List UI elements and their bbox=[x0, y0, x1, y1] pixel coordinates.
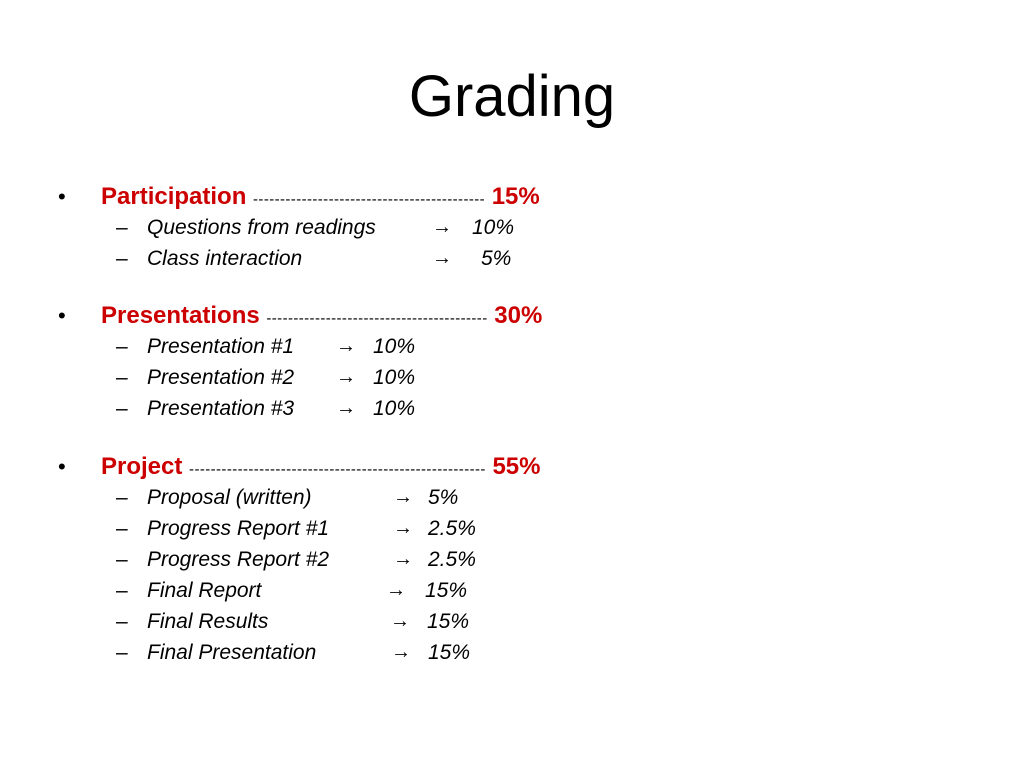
item-value: 5% bbox=[428, 486, 459, 509]
sub-list bbox=[0, 482, 1024, 668]
list-item bbox=[0, 212, 1024, 243]
dash-marker: – bbox=[116, 579, 128, 602]
item-label: Presentation #1 bbox=[147, 335, 295, 358]
list-item bbox=[0, 606, 1024, 637]
item-value: 15% bbox=[428, 641, 471, 664]
item-label: Progress Report #2 bbox=[147, 548, 330, 571]
item-label: Final Report bbox=[147, 579, 262, 602]
leader-dashes: ------------------------------------------------------- bbox=[189, 461, 486, 478]
arrow-right-icon: → bbox=[391, 641, 411, 663]
arrow-right-icon: → bbox=[336, 335, 356, 357]
bullet-icon: • bbox=[58, 184, 66, 209]
arrow-right-icon: → bbox=[393, 486, 413, 508]
item-value: 15% bbox=[425, 579, 468, 602]
list-item bbox=[0, 513, 1024, 544]
leader-dashes: ----------------------------------------- bbox=[266, 310, 488, 327]
dash-marker: – bbox=[116, 216, 128, 239]
arrow-right-icon: → bbox=[390, 610, 410, 632]
section-heading-line bbox=[0, 301, 1024, 331]
arrow-right-icon: → bbox=[393, 548, 413, 570]
dash-marker: – bbox=[116, 641, 128, 664]
section-percent: 30% bbox=[494, 302, 543, 329]
item-label: Final Results bbox=[147, 610, 269, 633]
list-item bbox=[0, 243, 1024, 274]
item-label: Presentation #2 bbox=[147, 366, 295, 389]
item-value: 10% bbox=[373, 366, 416, 389]
dash-marker: – bbox=[116, 247, 128, 270]
arrow-right-icon: → bbox=[432, 247, 452, 269]
sub-list bbox=[0, 212, 1024, 274]
slide-title: Grading bbox=[408, 64, 616, 129]
dash-marker: – bbox=[116, 486, 128, 509]
section-heading-line bbox=[0, 182, 1024, 212]
section-heading: Participation bbox=[101, 183, 247, 210]
item-value: 2.5% bbox=[428, 517, 476, 540]
arrow-right-icon: → bbox=[432, 216, 452, 238]
section-heading: Project bbox=[101, 453, 183, 480]
section-percent: 55% bbox=[492, 453, 541, 480]
dash-marker: – bbox=[116, 517, 128, 540]
item-label: Questions from readings bbox=[147, 216, 376, 239]
section-percent: 15% bbox=[491, 183, 540, 210]
section-participation bbox=[0, 182, 1024, 274]
list-item bbox=[0, 393, 1024, 424]
section-heading-line bbox=[0, 452, 1024, 482]
section-presentations bbox=[0, 301, 1024, 424]
dash-marker: – bbox=[116, 548, 128, 571]
dash-marker: – bbox=[116, 335, 128, 358]
arrow-right-icon: → bbox=[336, 366, 356, 388]
item-label: Presentation #3 bbox=[147, 397, 295, 420]
sub-list bbox=[0, 331, 1024, 424]
list-item bbox=[0, 575, 1024, 606]
list-item bbox=[0, 544, 1024, 575]
list-item bbox=[0, 362, 1024, 393]
list-item bbox=[0, 637, 1024, 668]
dash-marker: – bbox=[116, 397, 128, 420]
item-value: 10% bbox=[472, 216, 515, 239]
item-value: 10% bbox=[373, 397, 416, 420]
item-value: 5% bbox=[481, 247, 512, 270]
dash-marker: – bbox=[116, 610, 128, 633]
section-heading: Presentations bbox=[101, 302, 260, 329]
dash-marker: – bbox=[116, 366, 128, 389]
item-label: Final Presentation bbox=[147, 641, 317, 664]
item-value: 10% bbox=[373, 335, 416, 358]
item-label: Proposal (written) bbox=[147, 486, 312, 509]
arrow-right-icon: → bbox=[336, 397, 356, 419]
bullet-icon: • bbox=[58, 303, 66, 328]
item-value: 15% bbox=[427, 610, 470, 633]
arrow-right-icon: → bbox=[393, 517, 413, 539]
list-item bbox=[0, 331, 1024, 362]
item-value: 2.5% bbox=[428, 548, 476, 571]
section-project bbox=[0, 452, 1024, 668]
item-label: Class interaction bbox=[147, 247, 303, 270]
list-item bbox=[0, 482, 1024, 513]
leader-dashes: ------------------------------------------- bbox=[253, 191, 486, 208]
arrow-right-icon: → bbox=[386, 579, 406, 601]
item-label: Progress Report #1 bbox=[147, 517, 330, 540]
bullet-icon: • bbox=[58, 454, 66, 479]
